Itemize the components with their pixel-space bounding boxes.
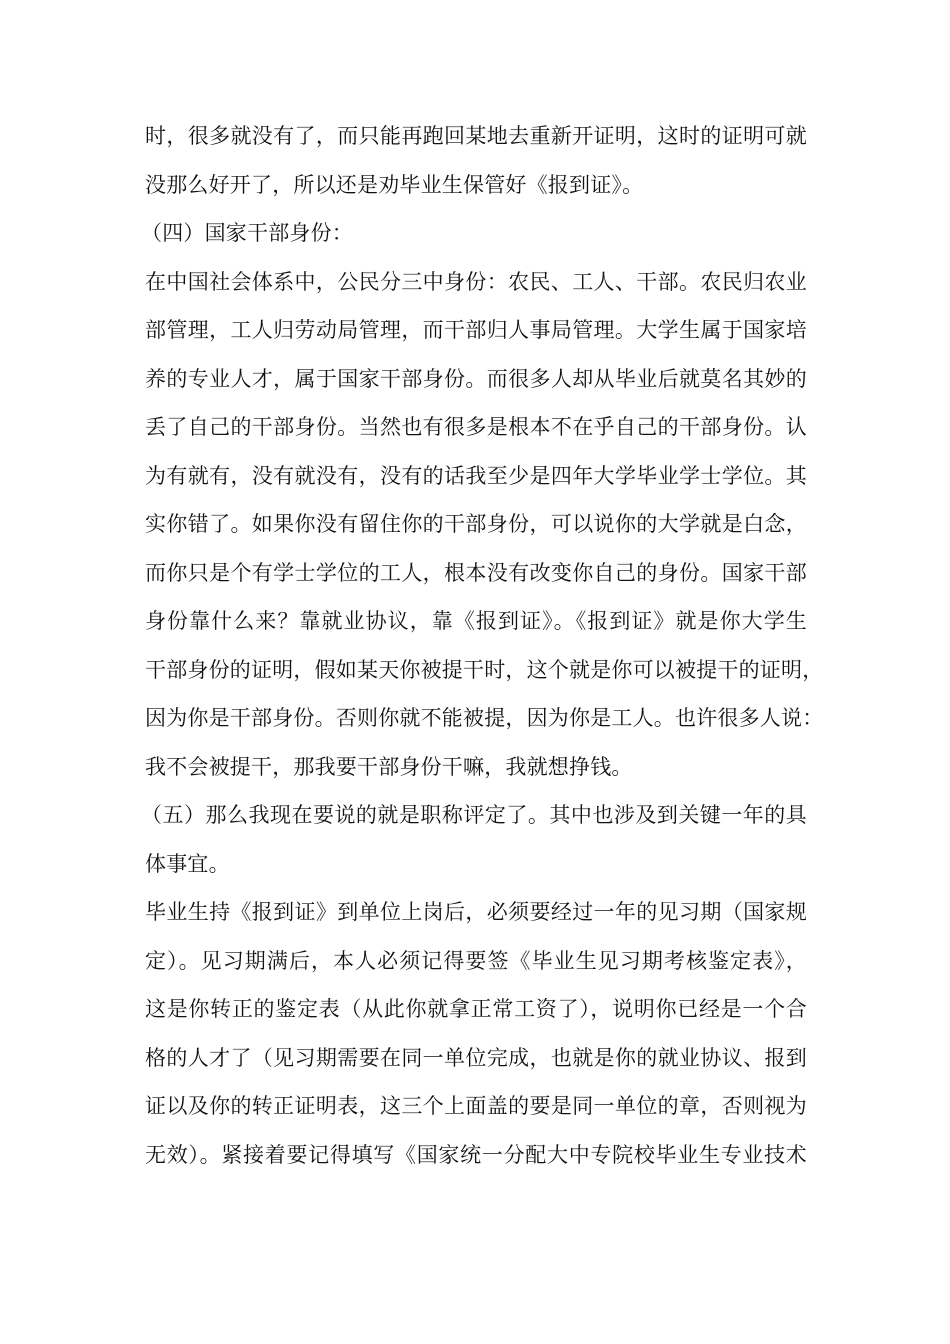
document-body — [141, 112, 824, 1179]
text-line: 因为你是干部身份。否则你就不能被提，因为你是工人。也许很多人说： — [145, 706, 824, 730]
text-line: 我不会被提干，那我要干部身份干嘛，我就想挣钱。 — [145, 754, 633, 779]
text-line: 实你错了。如果你没有留住你的干部身份，可以说你的大学就是白念， — [145, 512, 807, 536]
text-line: 身份靠什么来？靠就业协议，靠《报到证》。《报到证》就是你大学生 — [145, 609, 807, 633]
text-line: 部管理，工人归劳动局管理，而干部归人事局管理。大学生属于国家培 — [145, 318, 807, 342]
section-heading: （四）国家干部身份： — [141, 221, 353, 245]
text-line: 毕业生持《报到证》到单位上岗后，必须要经过一年的见习期（国家规 — [145, 900, 807, 924]
text-line: 这是你转正的鉴定表（从此你就拿正常工资了），说明你已经是一个合 — [145, 997, 807, 1021]
text-line: 没那么好开了，所以还是劝毕业生保管好《报到证》。 — [145, 172, 644, 197]
text-line: 格的人才了（见习期需要在同一单位完成，也就是你的就业协议、报到 — [145, 1045, 807, 1070]
text-line: 时，很多就没有了，而只能再跑回某地去重新开证明，这时的证明可就 — [145, 124, 807, 148]
section-heading: （五）那么我现在要说的就是职称评定了。其中也涉及到关键一年的具 — [141, 803, 807, 827]
text-line: 养的专业人才，属于国家干部身份。而很多人却从毕业后就莫名其妙的 — [145, 366, 807, 391]
text-line: 而你只是个有学士学位的工人，根本没有改变你自己的身份。国家干部 — [145, 560, 807, 585]
text-line: 无效）。紧接着要记得填写《国家统一分配大中专院校毕业生专业技术 — [145, 1142, 807, 1167]
text-line: 为有就有，没有就没有，没有的话我至少是四年大学毕业学士学位。其 — [145, 463, 807, 488]
text-line: 证以及你的转正证明表，这三个上面盖的要是同一单位的章，否则视为 — [145, 1094, 807, 1118]
text-line: 定）。见习期满后，本人必须记得要签《毕业生见习期考核鉴定表》， — [145, 948, 807, 973]
text-line: 在中国社会体系中，公民分三中身份：农民、工人、干部。农民归农业 — [145, 269, 807, 294]
text-line: 体事宜。 — [145, 851, 230, 876]
text-line: 干部身份的证明，假如某天你被提干时，这个就是你可以被提干的证明， — [145, 657, 824, 682]
text-line: 丢了自己的干部身份。当然也有很多是根本不在乎自己的干部身份。认 — [145, 415, 807, 439]
